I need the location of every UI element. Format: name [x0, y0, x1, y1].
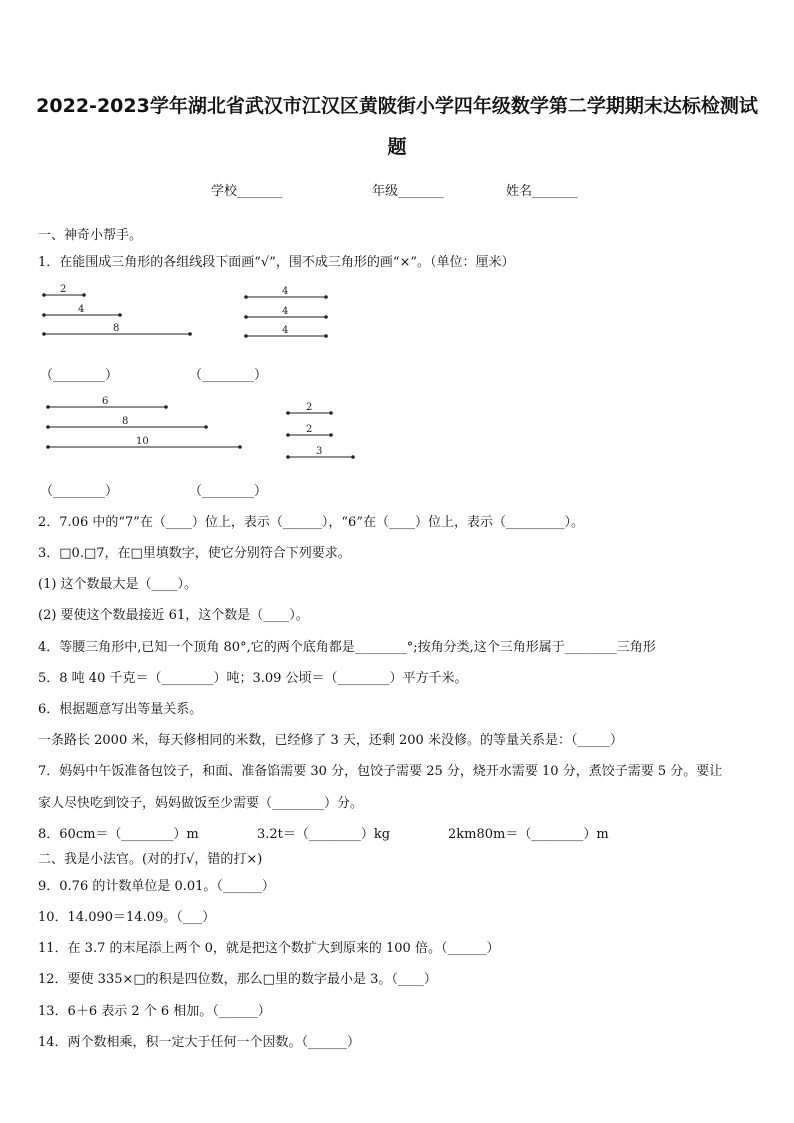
question-11: 11．在 3.7 的末尾添上两个 0，就是把这个数扩大到原来的 100 倍。（______）: [38, 941, 500, 956]
segment-label: 10: [136, 436, 149, 447]
segment-label: 4: [282, 306, 289, 317]
segment-label: 2: [306, 402, 313, 413]
question-8-c: 2km80m＝（________）m: [448, 827, 609, 842]
question-6: 6．根据题意写出等量关系。: [38, 702, 203, 717]
page-title: [30, 86, 764, 168]
segment-c-2: [46, 416, 208, 429]
question-14: 14．两个数相乘，积一定大于任何一个因数。（______）: [38, 1035, 361, 1050]
name-field[interactable]: 姓名_______: [506, 184, 578, 199]
segment-d-1: [286, 402, 333, 415]
answer-blank-c[interactable]: （________）: [40, 484, 119, 499]
question-7-line-1: 7．妈妈中午饭准备包饺子，和面、准备馅需要 30 分，包饺子需要 25 分，烧开水需要 10 分，煮饺子需要 5 分。要让: [38, 764, 723, 779]
question-12: 12．要使 335×□的积是四位数，那么□里的数字最小是 3。（____）: [38, 972, 437, 987]
section-2-heading: 二、我是小法官。(对的打√，错的打×): [38, 852, 263, 867]
segment-a-1: [42, 284, 86, 297]
question-3-part-2: (2) 要使这个数最接近 61，这个数是（____）。: [38, 608, 309, 623]
question-13: 13．6＋6 表示 2 个 6 相加。（______）: [38, 1004, 271, 1019]
section-1-heading: 一、神奇小帮手。: [38, 228, 143, 243]
question-8-a: 8．60cm＝（________）m: [38, 827, 199, 842]
segment-group-c: [44, 394, 254, 454]
segment-d-2: [286, 424, 333, 437]
segment-b-3: [244, 325, 328, 338]
segment-label: 4: [282, 325, 289, 336]
segment-c-3: [46, 436, 242, 449]
segment-b-1: [244, 286, 328, 299]
school-field[interactable]: 学校_______: [211, 184, 283, 199]
question-10: 10．14.090＝14.09。（___）: [38, 910, 216, 925]
question-2: 2．7.06 中的“7”在（____）位上，表示（______），“6”在（____）位上，表示（_________）。: [38, 515, 584, 530]
segment-group-d: [285, 400, 365, 462]
segment-label: 4: [78, 304, 85, 315]
segment-label: 6: [102, 396, 109, 407]
segment-label: 8: [113, 323, 120, 334]
segment-b-2: [244, 306, 328, 319]
segment-label: 2: [306, 424, 313, 435]
question-1: 1．在能围成三角形的各组线段下面画“√”，围不成三角形的画“×”。（单位：厘米）: [38, 255, 515, 270]
segment-label: 2: [60, 284, 67, 295]
question-6-text: 一条路长 2000 米，每天修相同的米数，已经修了 3 天，还剩 200 米没修。的等量关系是：（_____）: [38, 733, 623, 748]
segment-a-3: [42, 323, 192, 336]
segment-a-2: [42, 304, 122, 317]
segment-c-1: [46, 396, 168, 409]
answer-blank-b[interactable]: （________）: [189, 368, 268, 383]
segment-label: 4: [282, 286, 289, 297]
answer-blank-d[interactable]: （________）: [189, 484, 268, 499]
segment-label: 3: [316, 446, 323, 457]
segment-d-3: [286, 446, 355, 459]
question-4: 4．等腰三角形中,已知一个顶角 80°,它的两个底角都是________°;按角分类,这个三角形属于________三角形: [38, 640, 656, 655]
question-3: 3．□0.□7，在□里填数字，使它分别符合下列要求。: [38, 546, 351, 561]
grade-field[interactable]: 年级_______: [372, 184, 444, 199]
answer-blank-a[interactable]: （________）: [40, 368, 119, 383]
question-5: 5．8 吨 40 千克＝（________）吨；3.09 公顷＝（________）平方千米。: [38, 671, 468, 686]
question-9: 9．0.76 的计数单位是 0.01。（______）: [38, 879, 275, 894]
segment-group-a: [40, 282, 200, 342]
question-7-line-2: 家人尽快吃到饺子，妈妈做饭至少需要（________）分。: [38, 796, 364, 811]
title-line-2: 题: [387, 136, 407, 158]
question-3-part-1: (1) 这个数最大是（____）。: [38, 577, 198, 592]
title-line-1: 2022-2023学年湖北省武汉市江汉区黄陂街小学四年级数学第二学期期末达标检测试: [36, 95, 758, 117]
segment-label: 8: [122, 416, 129, 427]
question-8-b: 3.2t＝（________）kg: [257, 827, 391, 842]
segment-group-b: [243, 284, 343, 344]
